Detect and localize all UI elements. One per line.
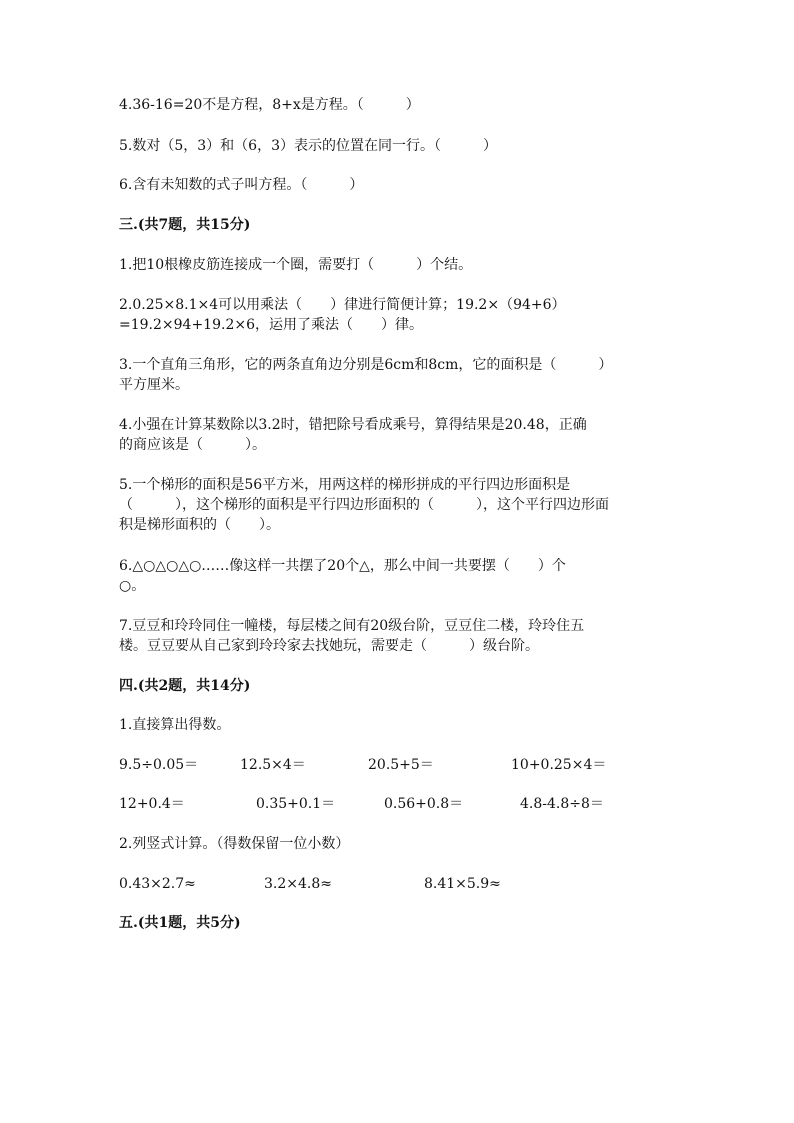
- question-4-2: 2.列竖式计算。（得数保留一位小数）: [119, 836, 350, 852]
- vertical-calc-item: 3.2×4.8≈: [264, 876, 332, 892]
- calc-item: 0.35+0.1＝: [256, 796, 336, 812]
- question-3-2-line-2: =19.2×94+19.2×6，运用了乘法（ ）律。: [119, 317, 423, 333]
- calc-item: 9.5÷0.05＝: [119, 757, 199, 773]
- question-3-6-line-2: ○。: [119, 578, 146, 594]
- question-3-5-line-2: （ ），这个梯形的面积是平行四边形面积的（ ），这个平行四边形面: [119, 497, 609, 513]
- section-3-heading: 三.(共7题，共15分): [119, 217, 251, 233]
- question-3-3-line-2: 平方厘米。: [119, 377, 189, 393]
- calc-item: 12+0.4＝: [119, 796, 185, 812]
- vertical-calc-item: 0.43×2.7≈: [119, 876, 196, 892]
- question-3-7-line-2: 楼。豆豆要从自己家到玲玲家去找她玩，需要走（ ）级台阶。: [119, 638, 539, 654]
- section-4-heading: 四.(共2题，共14分): [119, 678, 251, 694]
- question-3-2-line-1: 2.0.25×8.1×4可以用乘法（ ）律进行简便计算；19.2×（94+6）: [119, 297, 566, 313]
- calc-item: 0.56+0.8＝: [384, 796, 464, 812]
- question-3-6-line-1: 6.△○△○△○……像这样一共摆了20个△，那么中间一共要摆（ ）个: [119, 558, 566, 574]
- vertical-calc-item: 8.41×5.9≈: [424, 876, 501, 892]
- calc-item: 20.5+5＝: [368, 757, 434, 773]
- question-4-1: 1.直接算出得数。: [119, 717, 231, 733]
- question-3-5-line-1: 5.一个梯形的面积是56平方米，用两这样的梯形拼成的平行四边形面积是: [119, 477, 571, 493]
- calc-item: 10+0.25×4＝: [511, 757, 607, 773]
- calc-item: 12.5×4＝: [240, 757, 306, 773]
- question-2-4: 4.36-16=20不是方程，8+x是方程。（ ）: [119, 97, 420, 113]
- question-3-4-line-2: 的商应该是（ ）。: [119, 437, 266, 453]
- calc-item: 4.8-4.8÷8＝: [520, 796, 604, 812]
- question-3-7-line-1: 7.豆豆和玲玲同住一幢楼，每层楼之间有20级台阶，豆豆住二楼，玲玲住五: [119, 618, 585, 634]
- question-3-4-line-1: 4.小强在计算某数除以3.2时，错把除号看成乘号，算得结果是20.48，正确: [119, 417, 587, 433]
- section-5-heading: 五.(共1题，共5分): [119, 915, 241, 931]
- question-2-6: 6.含有未知数的式子叫方程。（ ）: [119, 177, 364, 193]
- question-3-1: 1.把10根橡皮筋连接成一个圈，需要打（ ）个结。: [119, 257, 473, 273]
- question-2-5: 5.数对（5，3）和（6，3）表示的位置在同一行。（ ）: [119, 138, 497, 154]
- question-3-5-line-3: 积是梯形面积的（ ）。: [119, 517, 280, 533]
- question-3-3-line-1: 3.一个直角三角形，它的两条直角边分别是6cm和8cm，它的面积是（ ）: [119, 357, 613, 373]
